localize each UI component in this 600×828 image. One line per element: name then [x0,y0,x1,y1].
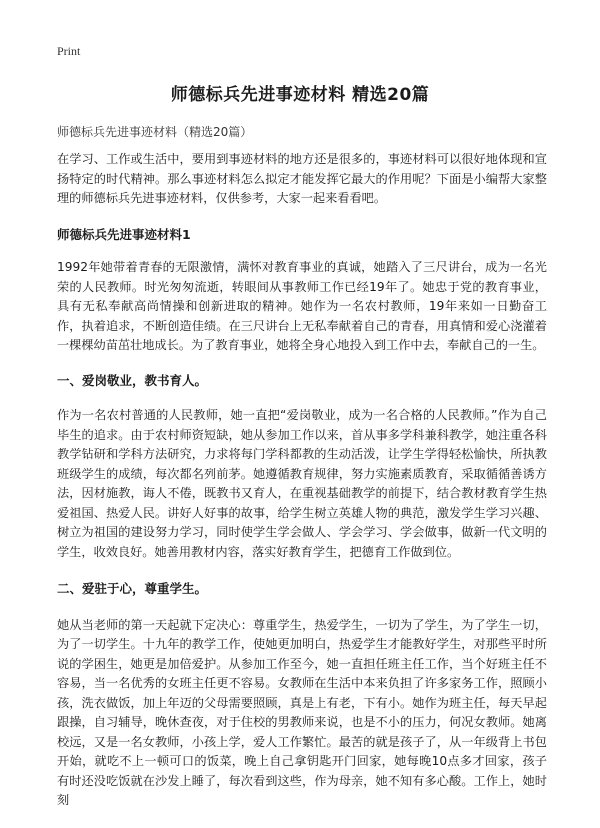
paragraph-1: 1992年她带着青春的无限激情，满怀对教育事业的真诚，她踏入了三尺讲台，成为一名光荣的人民教师。时光匆匆流逝，转眼间从事教师工作已经19年了。她忠于党的教育事业，具有无私奉献高尚情操和创新进取的精神。她作为一名农村教师，19年来如一日勤奋工作，执着追求，不断创造佳绩。在三尺讲台上无私奉献着自己的青春，用真情和爱心浇灌着一棵棵幼苗茁壮地成长。为了教育事业，她将全身心地投入到工作中去，奉献自己的一生。 [57,260,547,352]
page-title: 师德标兵先进事迹材料 精选20篇 [170,85,430,105]
paragraph-3: 她从当老师的第一天起就下定决心：尊重学生，热爱学生，一切为了学生，为了学生一切，为了一切学生。十九年的教学工作，使她更加明白，热爱学生才能教好学生，对那些平时所说的学困生，她更是加倍爱护。从参加工作至今，她一直担任班主任工作，当个好班主任不容易，当一名优秀的女班主任更不容易。女教师在生活中本来负担了许多家务工作，照顾小孩，洗衣做饭，加上年迈的父母需要照顾，真是上有老，下有小。她作为班主任，每天早起跟操，自习辅导，晚休查夜，对于住校的男教师来说，也是不小的压力，何况女教师。她离校远，又是一名女教师，小孩上学，爱人工作繁忙。最苦的就是孩子了，从一年级背上书包开始，就吃不上一顿可口的饭菜，晚上自己拿钥匙开门回家，她每晚10点多才回家，孩子有时还没吃饭就在沙发上睡了，每次看到这些，作为母亲，她不知有多心酸。工作上，她时刻 [57,617,547,807]
print-link[interactable]: Print [57,44,81,58]
subheading-2: 二、爱驻于心，尊重学生。 [57,581,208,596]
paragraph-2: 作为一名农村普通的人民教师，她一直把“爱岗敬业，成为一名合格的人民教师。”作为自己毕生的追求。由于农村师资短缺，她从参加工作以来，首从事多学科兼科教学，她注重各科教学钻研和学科方法研究，力求将每门学科都教的生动活泼，让学生学得轻松愉快，所执教班级学生的成绩，每次都名列前茅。她遵循教育规律，努力实施素质教育，采取循循善诱方法，因材施教，诲人不倦，既教书又育人，在重视基础教学的前提下，结合教材教育学生热爱祖国、热爱人民。讲好人好事的故事，给学生树立英雄人物的典范，激发学生学习兴趣、树立为祖国的建设努力学习，同时使学生学会做人、学会学习、学会做事，做新一代文明的学生，收效良好。她善用教材内容，落实好教育学生，把德育工作做到位。 [57,408,547,559]
section-heading: 师德标兵先进事迹材料1 [57,226,191,242]
subheading-1: 一、爱岗敬业，教书育人。 [57,372,208,388]
document-body [57,150,547,811]
document-subtitle: 师德标兵先进事迹材料（精选20篇） [57,125,253,139]
intro-paragraph: 在学习、工作或生活中，要用到事迹材料的地方还是很多的，事迹材料可以很好地体现和宣扬特定的时代精神。那么事迹材料怎么拟定才能发挥它最大的作用呢？下面是小编帮大家整理的师德标兵先进事迹材料，仅供参考，大家一起来看看吧。 [57,152,547,205]
